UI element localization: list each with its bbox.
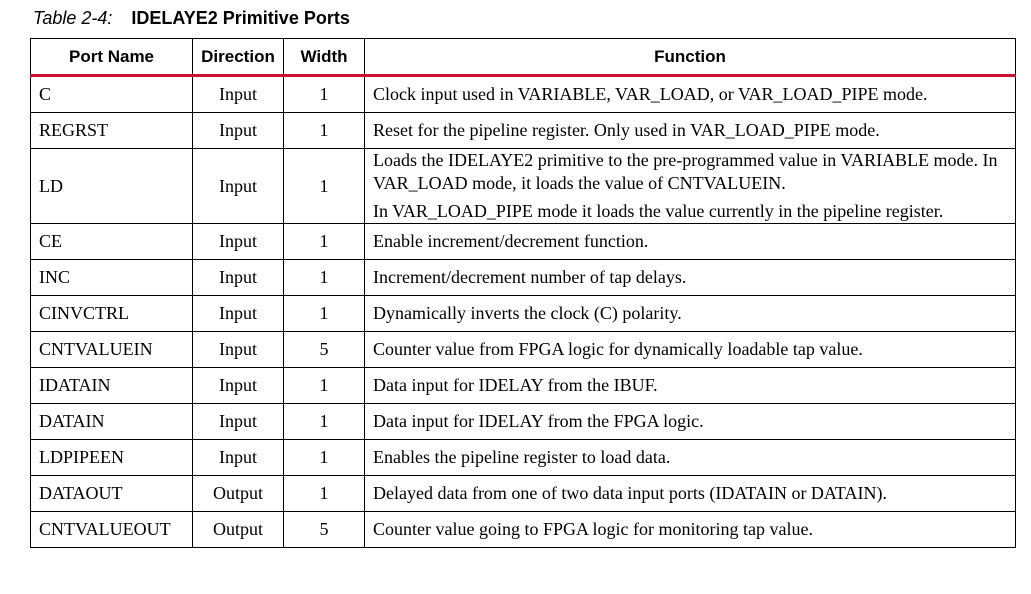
width-cell: 1 xyxy=(284,404,365,440)
port-name-cell: C xyxy=(31,76,193,113)
width-cell: 1 xyxy=(284,476,365,512)
port-name-cell: CNTVALUEOUT xyxy=(31,512,193,548)
port-name-cell: CE xyxy=(31,224,193,260)
port-name-cell: INC xyxy=(31,260,193,296)
function-cell: Enables the pipeline register to load data. xyxy=(365,440,1016,476)
function-cell: Clock input used in VARIABLE, VAR_LOAD, or VAR_LOAD_PIPE mode. xyxy=(365,76,1016,113)
table-title: IDELAYE2 Primitive Ports xyxy=(131,8,350,28)
direction-cell: Output xyxy=(193,512,284,548)
port-name-cell: REGRST xyxy=(31,113,193,149)
direction-cell: Input xyxy=(193,113,284,149)
function-cell: Counter value going to FPGA logic for monitoring tap value. xyxy=(365,512,1016,548)
width-cell: 1 xyxy=(284,260,365,296)
table-row xyxy=(31,76,1016,113)
port-name-cell: IDATAIN xyxy=(31,368,193,404)
function-text-continued: In VAR_LOAD_PIPE mode it loads the value currently in the pipeline register. xyxy=(373,201,944,221)
function-cell xyxy=(365,149,1016,224)
table-number: Table 2-4: xyxy=(33,8,113,28)
table-row xyxy=(31,368,1016,404)
header-row xyxy=(31,39,1016,76)
function-cell: Delayed data from one of two data input ports (IDATAIN or DATAIN). xyxy=(365,476,1016,512)
width-cell: 1 xyxy=(284,296,365,332)
direction-cell: Input xyxy=(193,296,284,332)
direction-cell: Input xyxy=(193,332,284,368)
function-cell: Enable increment/decrement function. xyxy=(365,224,1016,260)
header-function: Function xyxy=(365,39,1016,76)
table-row xyxy=(31,224,1016,260)
width-cell: 1 xyxy=(284,76,365,113)
function-cell: Reset for the pipeline register. Only used in VAR_LOAD_PIPE mode. xyxy=(365,113,1016,149)
width-cell: 1 xyxy=(284,368,365,404)
table-row xyxy=(31,296,1016,332)
table-caption xyxy=(33,8,350,29)
function-cell: Counter value from FPGA logic for dynamically loadable tap value. xyxy=(365,332,1016,368)
table-row xyxy=(31,404,1016,440)
direction-cell: Input xyxy=(193,260,284,296)
header-direction: Direction xyxy=(193,39,284,76)
header-width: Width xyxy=(284,39,365,76)
ports-table xyxy=(30,38,1016,548)
table-row xyxy=(31,113,1016,149)
function-cell: Data input for IDELAY from the FPGA logic. xyxy=(365,404,1016,440)
width-cell: 1 xyxy=(284,440,365,476)
direction-cell: Input xyxy=(193,404,284,440)
direction-cell: Input xyxy=(193,149,284,224)
table-row xyxy=(31,260,1016,296)
port-name-cell: DATAIN xyxy=(31,404,193,440)
port-name-cell: CNTVALUEIN xyxy=(31,332,193,368)
function-cell: Increment/decrement number of tap delays. xyxy=(365,260,1016,296)
table-row xyxy=(31,149,1016,224)
function-cell: Data input for IDELAY from the IBUF. xyxy=(365,368,1016,404)
direction-cell: Input xyxy=(193,440,284,476)
table-row xyxy=(31,332,1016,368)
direction-cell: Input xyxy=(193,368,284,404)
direction-cell: Input xyxy=(193,76,284,113)
direction-cell: Output xyxy=(193,476,284,512)
table-row xyxy=(31,512,1016,548)
direction-cell: Input xyxy=(193,224,284,260)
width-cell: 5 xyxy=(284,332,365,368)
table-row xyxy=(31,476,1016,512)
width-cell: 1 xyxy=(284,149,365,224)
table-row xyxy=(31,440,1016,476)
port-name-cell: LD xyxy=(31,149,193,224)
width-cell: 5 xyxy=(284,512,365,548)
width-cell: 1 xyxy=(284,113,365,149)
port-name-cell: CINVCTRL xyxy=(31,296,193,332)
port-name-cell: LDPIPEEN xyxy=(31,440,193,476)
header-port-name: Port Name xyxy=(31,39,193,76)
port-name-cell: DATAOUT xyxy=(31,476,193,512)
function-cell: Dynamically inverts the clock (C) polarity. xyxy=(365,296,1016,332)
function-text: Loads the IDELAYE2 primitive to the pre-programmed value in VARIABLE mode. In VAR_LOAD mode, it loads the value of CNTVALUEIN. xyxy=(373,150,998,193)
width-cell: 1 xyxy=(284,224,365,260)
